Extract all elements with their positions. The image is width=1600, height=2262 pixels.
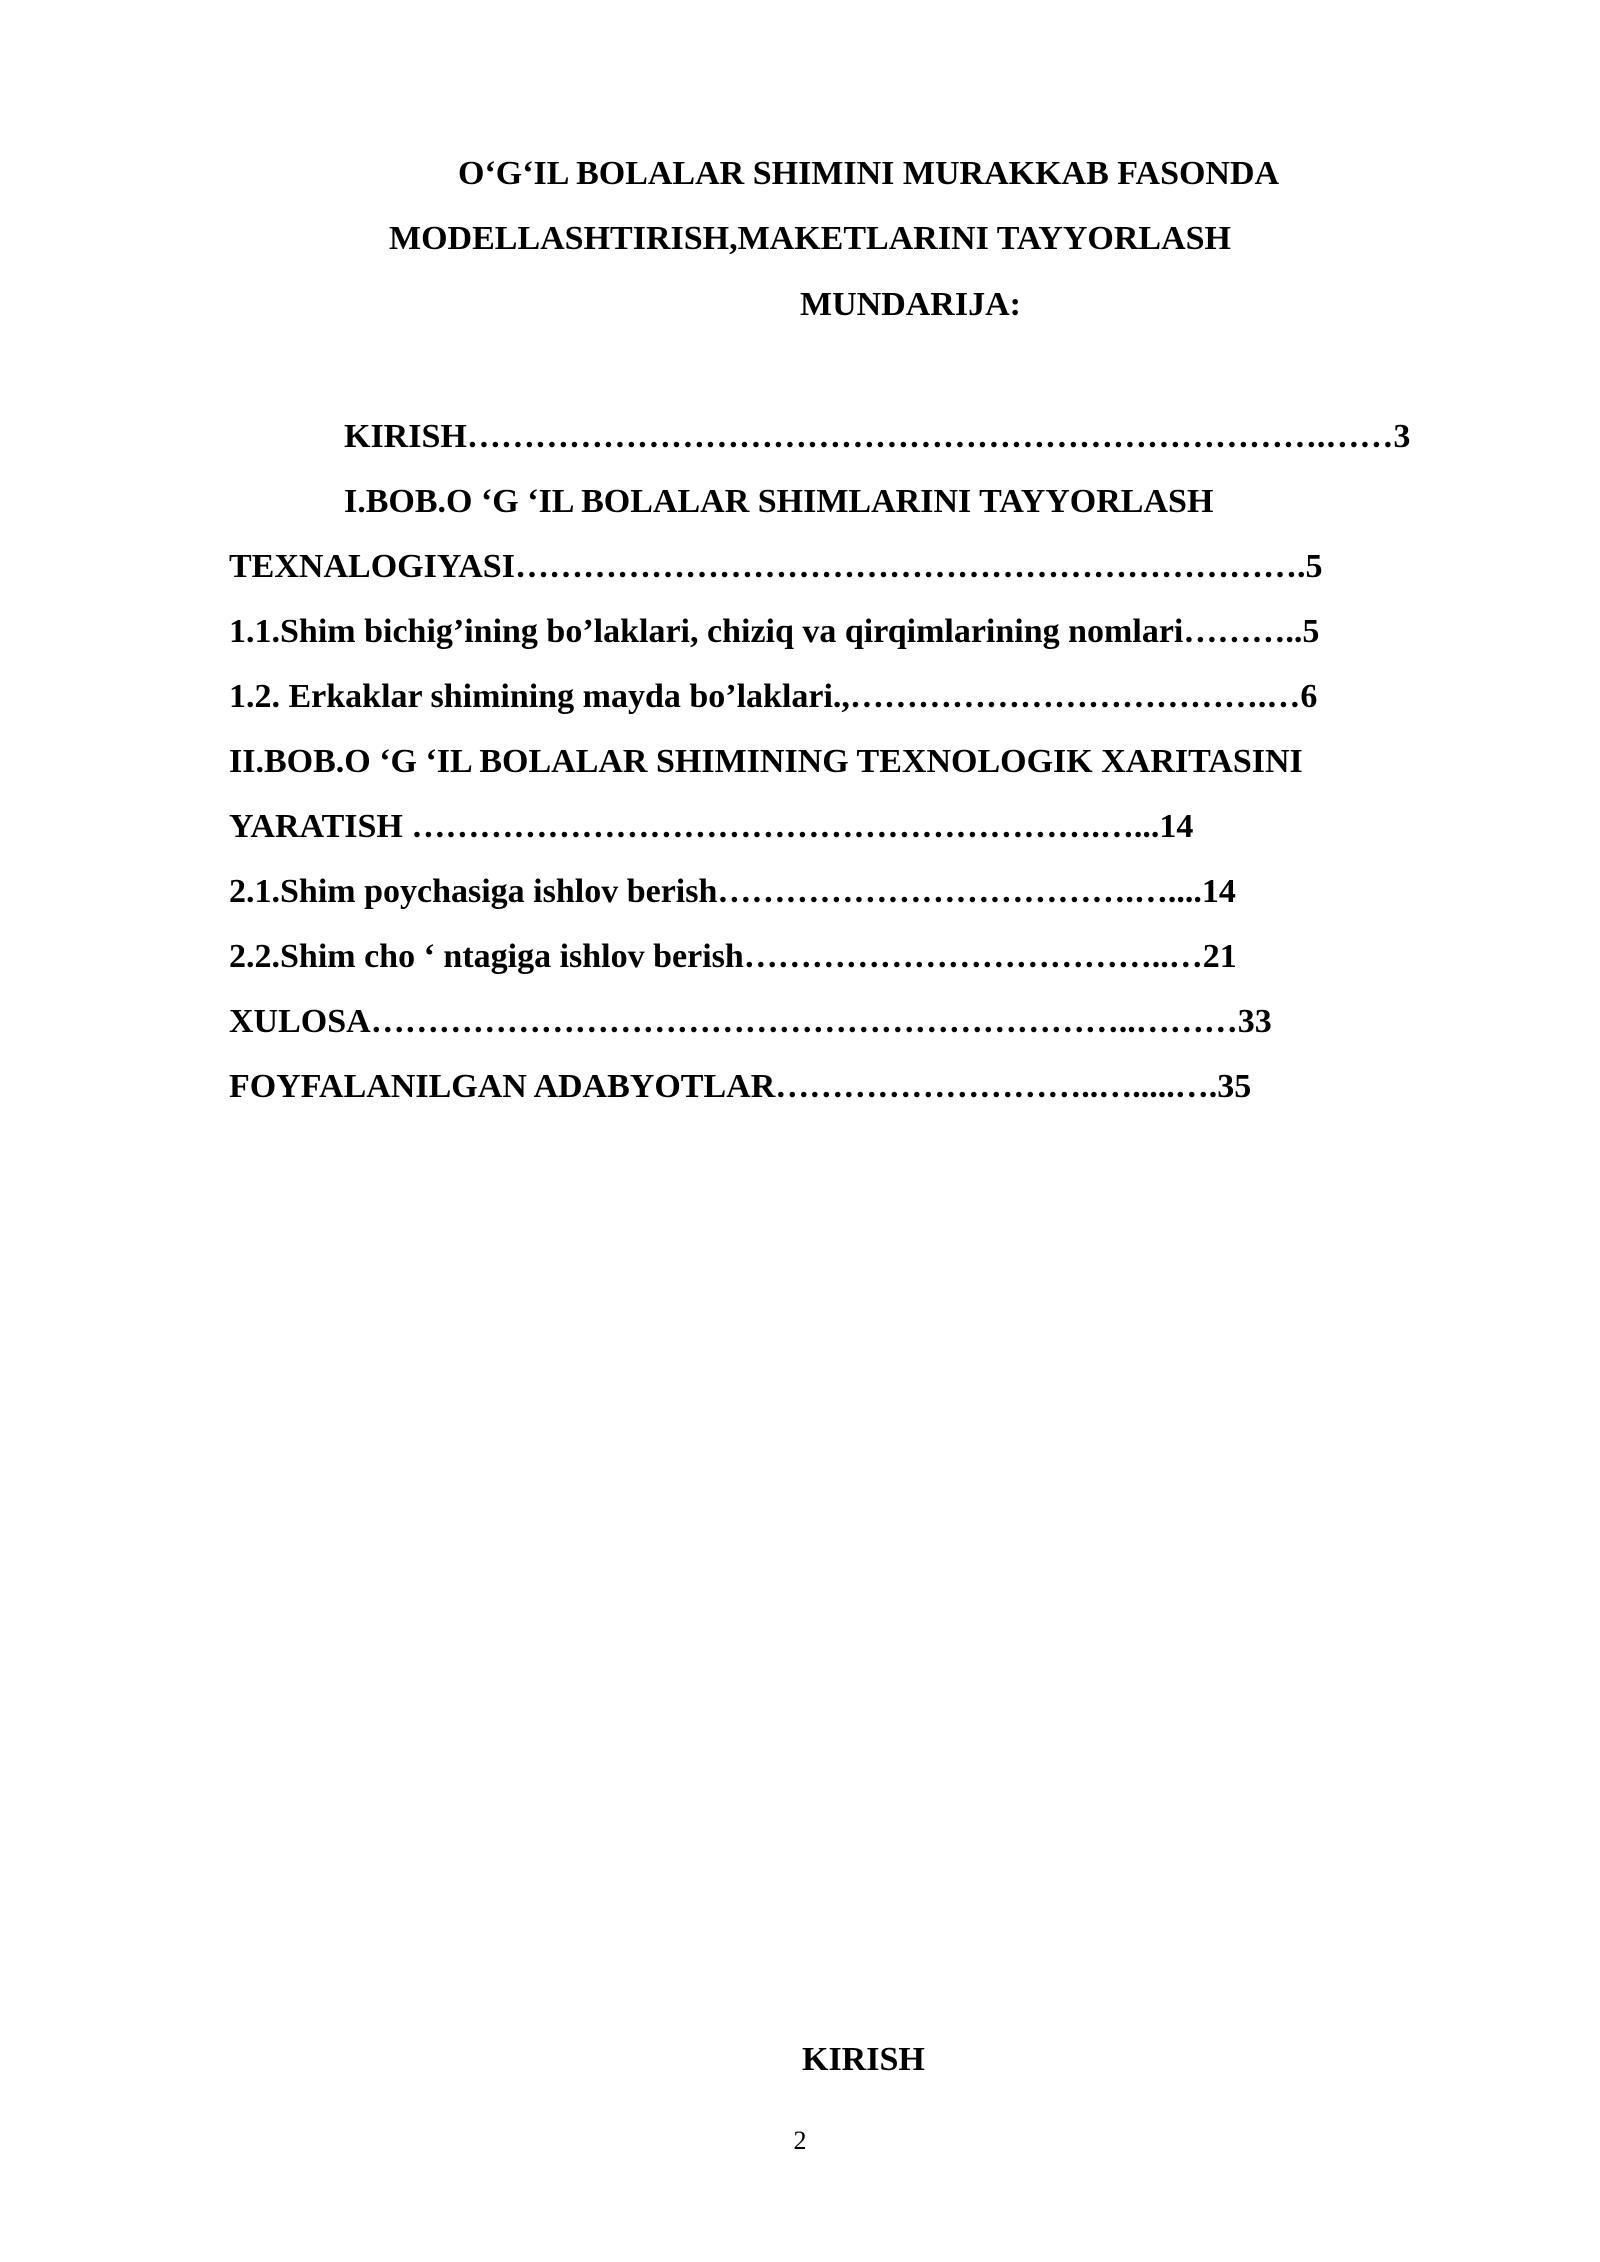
contents-heading: MUNDARIJA:: [800, 286, 1021, 323]
next-section-heading: KIRISH: [802, 2041, 925, 2078]
toc-entry-chapter-2-cont: YARATISH …………………………………………………….…...14: [229, 808, 1194, 845]
toc-entry-section-2-2: 2.2.Shim cho ‘ ntagiga ishlov berish………………………………..…21: [229, 938, 1237, 975]
toc-entry-bibliography: FOYFALANILGAN ADABYOTLAR………………………..….....….35: [229, 1068, 1252, 1105]
toc-entry-xulosa: XULOSA…………………………………………………………..………33: [229, 1003, 1272, 1040]
toc-entry-section-2-1: 2.1.Shim poychasiga ishlov berish……………………………….…....14: [229, 873, 1236, 910]
document-title-line-1: O‘G‘IL BOLALAR SHIMINI MURAKKAB FASONDA: [458, 155, 1280, 192]
toc-entry-chapter-1-cont: TEXNALOGIYASI…………………………………………………………….5: [229, 548, 1323, 585]
page-number: 2: [793, 2126, 807, 2155]
toc-entry-kirish: KIRISH………………………………………………………………….……3: [344, 418, 1411, 455]
toc-entry-chapter-1: I.BOB.O ‘G ‘IL BOLALAR SHIMLARINI TAYYORLASH: [344, 483, 1214, 520]
toc-entry-chapter-2: II.BOB.O ‘G ‘IL BOLALAR SHIMINING TEXNOLOGIK XARITASINI: [229, 743, 1303, 780]
toc-entry-section-1-2: 1.2. Erkaklar shimining mayda bo’laklari.,……………………………….…6: [229, 678, 1318, 715]
toc-entry-section-1-1: 1.1.Shim bichig’ining bo’laklari, chiziq va qirqimlarining nomlari………..5: [229, 613, 1320, 650]
document-title-line-2: MODELLASHTIRISH,MAKETLARINI TAYYORLASH: [389, 220, 1231, 257]
